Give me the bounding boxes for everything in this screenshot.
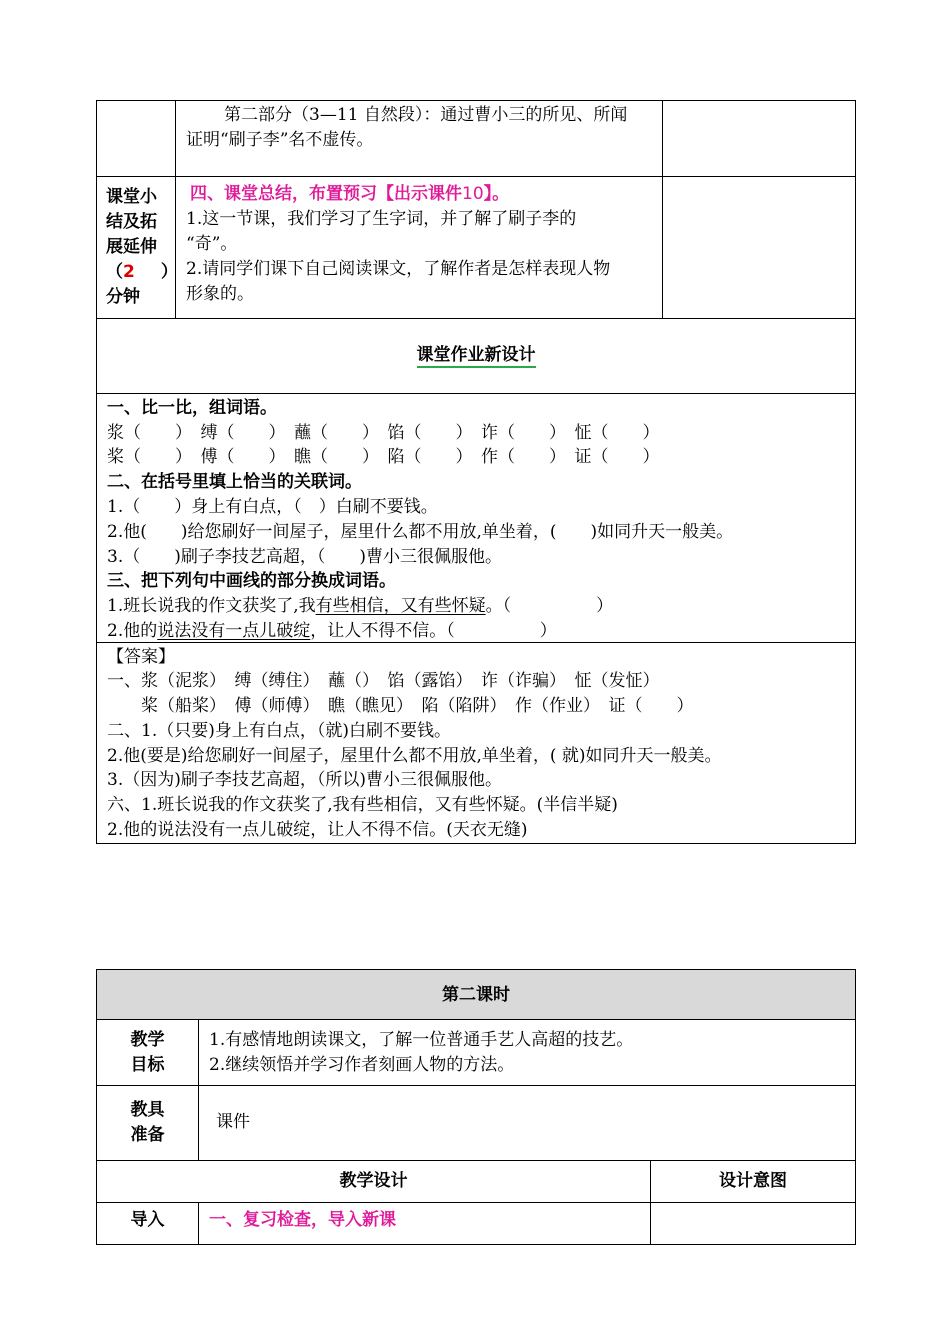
summary-intent-cell xyxy=(663,177,856,319)
intro-intent-cell xyxy=(651,1203,856,1245)
row1-text-line1: 第二部分（3—11 自然段）：通过曹小三的所见、所闻 xyxy=(224,105,628,125)
homework-title: 课堂作业新设计 xyxy=(417,345,536,368)
q2-line3: 3.（ )刷子李技艺高超，（ )曹小三很佩服他。 xyxy=(107,547,502,567)
summary-heading xyxy=(190,182,509,207)
summary-heading-b: 【出示课件 xyxy=(377,184,462,204)
second-lesson-title: 第二课时 xyxy=(442,985,510,1005)
label-open-paren: （ xyxy=(106,262,123,282)
answer-line4: 2.他(要是)给您刷好一间屋子，屋里什么都不用放,单坐着，( 就)如同升天一般美。 xyxy=(107,746,722,766)
design-header-cell xyxy=(97,1161,651,1203)
intro-heading: 一、复习检查，导入新课 xyxy=(209,1210,396,1230)
intent-header-cell xyxy=(651,1161,856,1203)
q3-line2-b: ，让人不得不信。（ ） xyxy=(310,621,557,641)
goal-line1: 1.有感情地朗读课文，了解一位普通手艺人高超的技艺。 xyxy=(209,1030,634,1050)
answer-line6: 六、1.班长说我的作文获奖了,我有些相信，又有些怀疑。(半信半疑) xyxy=(107,795,618,815)
q3-line2-underlined: 说法没有一点儿破绽 xyxy=(157,621,311,641)
summary-line4: 形象的。 xyxy=(186,284,254,304)
q3-line1-underlined: 有些相信，又有些怀疑 xyxy=(315,596,486,616)
row1-text-line2: 证明“刷子李”名不虚传。 xyxy=(186,130,374,150)
summary-duration: 2 xyxy=(123,262,135,282)
tools-content-cell xyxy=(199,1086,856,1161)
answers-title: 【答案】 xyxy=(107,647,175,667)
q2-title: 二、在括号里填上恰当的关联词。 xyxy=(107,472,362,492)
answers-cell xyxy=(97,643,856,844)
summary-label-line1: 课堂小 xyxy=(106,187,157,207)
summary-line1: 1.这一节课，我们学习了生字词，并了解了刷子李的 xyxy=(186,209,577,229)
goal-label-line1: 教学 xyxy=(130,1030,165,1050)
answer-line1: 一、浆（泥浆） 缚（缚住） 蘸（） 馅（露馅） 诈（诈骗） 怔（发怔） xyxy=(107,671,660,691)
q3-line2-a: 2.他的 xyxy=(107,621,158,641)
answer-line7: 2.他的说法没有一点儿破绽，让人不得不信。(天衣无缝) xyxy=(107,820,528,840)
summary-label-line4 xyxy=(106,260,178,285)
intent-header: 设计意图 xyxy=(719,1171,787,1191)
summary-heading-num: 10 xyxy=(462,184,484,204)
intro-content-cell xyxy=(199,1203,651,1245)
summary-label-line3: 展延伸 xyxy=(106,237,157,257)
tools-label-cell xyxy=(97,1086,199,1161)
intro-label-cell xyxy=(97,1203,199,1245)
summary-heading-c: 】。 xyxy=(483,184,510,204)
tools-value: 课件 xyxy=(216,1112,250,1132)
homework-title-cell xyxy=(97,319,856,394)
q3-title: 三、把下列句中画线的部分换成词语。 xyxy=(107,571,396,591)
summary-label-line5: 分钟 xyxy=(106,287,140,307)
q3-line2 xyxy=(107,619,557,644)
summary-label-cell xyxy=(97,177,176,319)
row1-intent-cell xyxy=(663,101,856,177)
row1-content-cell xyxy=(176,101,663,177)
q1-row2: 桨（ ） 傅（ ） 瞧（ ） 陷（ ） 作（ ） 证（ ） xyxy=(107,447,660,467)
tools-label-line1: 教具 xyxy=(130,1100,165,1120)
goal-label-line2: 目标 xyxy=(130,1055,165,1075)
goal-line2: 2.继续领悟并学习作者刻画人物的方法。 xyxy=(209,1055,515,1075)
intro-label: 导入 xyxy=(130,1210,165,1230)
summary-heading-a: 四、课堂总结，布置预习 xyxy=(190,184,377,204)
q2-line1: 1.（ ）身上有白点，（ ）白刷不要钱。 xyxy=(107,497,438,517)
goal-content-cell xyxy=(199,1020,856,1086)
q3-line1 xyxy=(107,594,613,619)
answer-line5: 3.（因为)刷子李技艺高超，（所以)曹小三很佩服他。 xyxy=(107,770,502,790)
answer-line2: 桨（船桨） 傅（师傅） 瞧（瞧见） 陷（陷阱） 作（作业） 证（ ） xyxy=(107,696,694,716)
tools-label-line2: 准备 xyxy=(130,1125,165,1145)
summary-content-cell xyxy=(176,177,663,319)
second-lesson-title-cell xyxy=(97,970,856,1020)
goal-label-cell xyxy=(97,1020,199,1086)
label-close-paren: ） xyxy=(160,262,178,282)
lesson-table-2 xyxy=(96,969,856,1245)
q3-line1-b: 。（ ） xyxy=(485,596,614,616)
summary-line2: “奇”。 xyxy=(186,234,238,254)
q2-line2: 2.他( )给您刷好一间屋子，屋里什么都不用放,单坐着，( )如同升天一般美。 xyxy=(107,522,734,542)
row1-label-cell xyxy=(97,101,176,177)
q1-row1: 浆（ ） 缚（ ） 蘸（ ） 馅（ ） 诈（ ） 怔（ ） xyxy=(107,423,660,443)
design-header: 教学设计 xyxy=(339,1171,408,1191)
q1-title: 一、比一比，组词语。 xyxy=(107,398,277,418)
exercises-cell xyxy=(97,394,856,643)
q3-line1-a: 1.班长说我的作文获奖了,我 xyxy=(107,596,316,616)
summary-line3: 2.请同学们课下自己阅读课文，了解作者是怎样表现人物 xyxy=(186,259,611,279)
lesson-table-1 xyxy=(96,100,856,844)
answer-line3: 二、1.（只要)身上有白点，（就)白刷不要钱。 xyxy=(107,721,451,741)
homework-title-wrap xyxy=(97,343,855,368)
summary-label-line2: 结及拓 xyxy=(106,212,157,232)
